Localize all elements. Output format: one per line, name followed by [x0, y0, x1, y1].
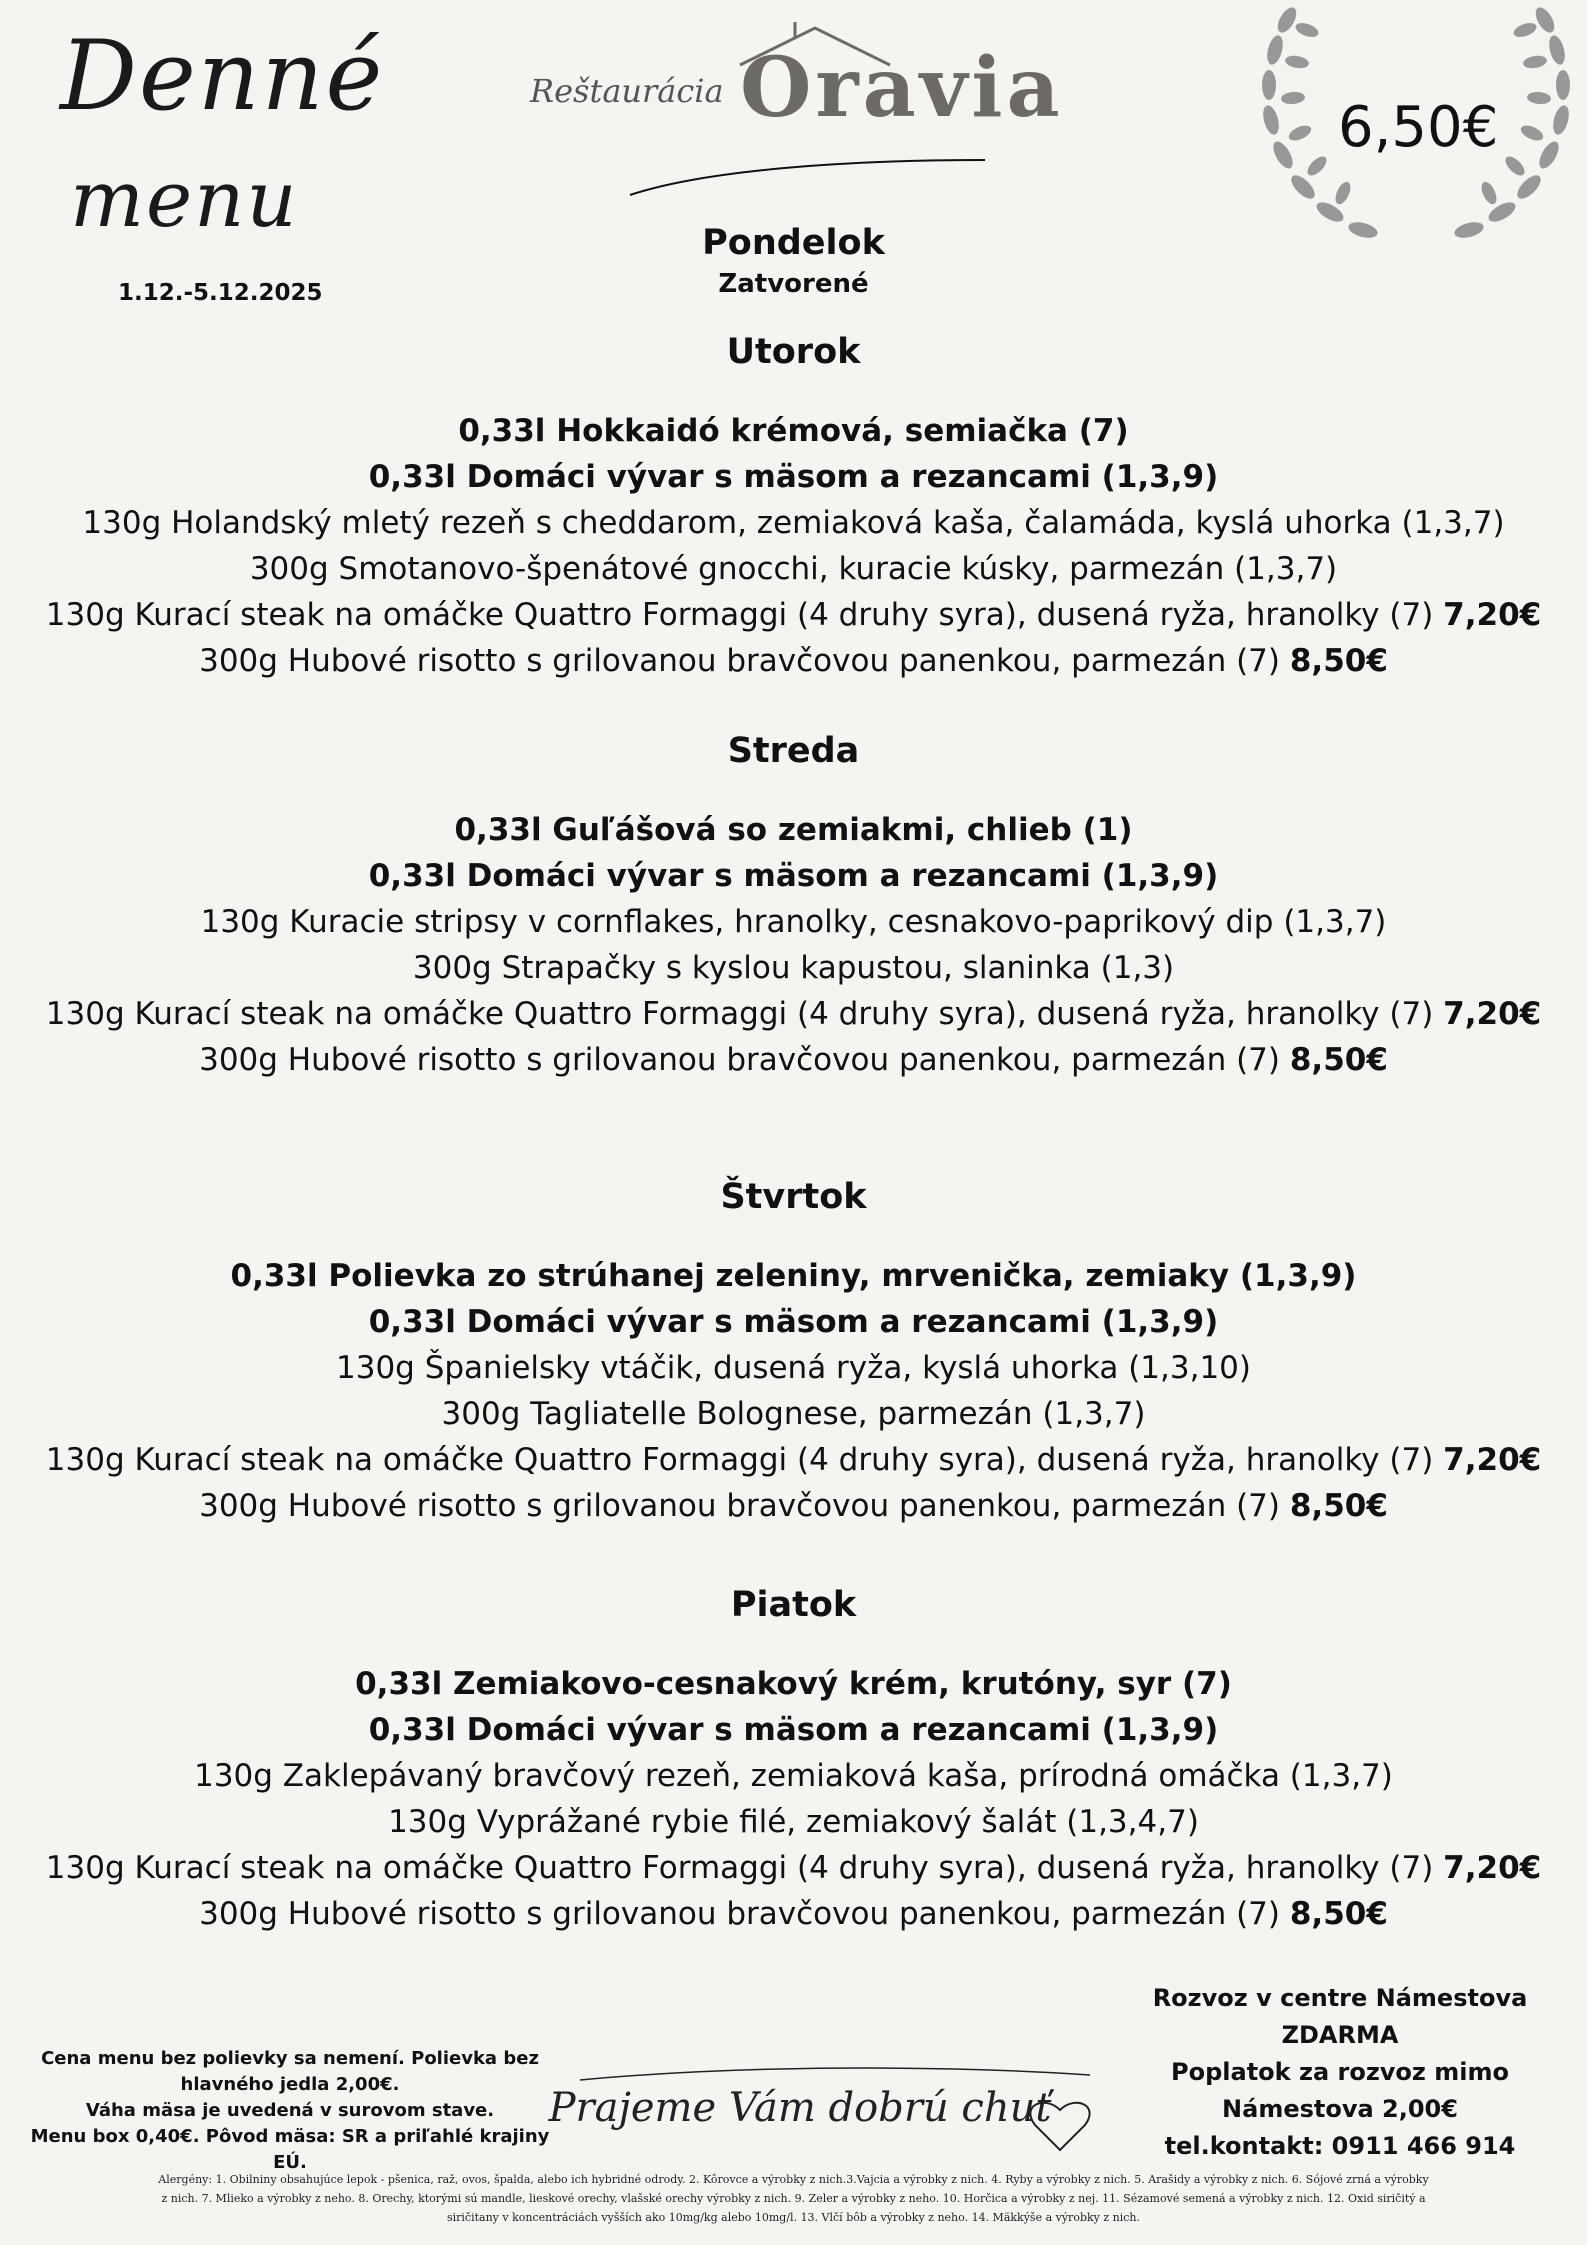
main-item: [0, 1891, 1587, 1937]
main-item-text: 130g Kurací steak na omáčke Quattro Formaggi (4 druhy syra), dusená ryža, hranolky (7): [45, 597, 1434, 633]
day-thursday: [0, 1177, 1587, 1529]
main-item: [0, 899, 1587, 945]
main-item: [0, 592, 1587, 638]
delivery-phone: tel.kontakt: 0911 466 914: [1164, 2132, 1516, 2160]
soup-item: 0,33l Zemiakovo-cesnakový krém, krutóny, syr (7): [355, 1666, 1232, 1702]
signoff: [540, 2060, 1130, 2170]
delivery-line: ZDARMA: [1281, 2021, 1399, 2049]
main-item-text: 300g Strapačky s kyslou kapustou, slaninka (1,3): [412, 950, 1175, 986]
main-item-text: 300g Tagliatelle Bolognese, parmezán (1,3,7): [441, 1396, 1146, 1432]
delivery-info: [1120, 1980, 1560, 2165]
soup-item: 0,33l Domáci vývar s mäsom a rezancami (1,3,9): [368, 459, 1219, 495]
main-item-text: 130g Kurací steak na omáčke Quattro Formaggi (4 druhy syra), dusená ryža, hranolky (7): [45, 996, 1434, 1032]
item-price: 8,50€: [1289, 1042, 1388, 1078]
main-item-text: 300g Hubové risotto s grilovanou bravčovou panenkou, parmezán (7): [199, 1896, 1280, 1932]
closed-label: Zatvorené: [718, 269, 869, 299]
day-name: Štvrtok: [720, 1177, 867, 1217]
main-item-text: 130g Kuracie stripsy v cornflakes, hranolky, cesnakovo-paprikový dip (1,3,7): [200, 904, 1387, 940]
day-monday: [0, 223, 1587, 299]
menu-notes: [30, 2046, 550, 2176]
main-item: [0, 1799, 1587, 1845]
day-name: Streda: [727, 731, 860, 771]
note-line: Cena menu bez polievky sa nemení. Polievka bez: [41, 2048, 539, 2069]
allergens-line: siričitany v koncentráciách vyšších ako 10mg/kg alebo 10mg/l. 13. Vlčí bôb a výrobky z neho. 14. Mäkkýše a výrobky z nich.: [446, 2211, 1140, 2224]
day-name: Piatok: [730, 1585, 857, 1625]
main-item-text: 300g Hubové risotto s grilovanou bravčovou panenkou, parmezán (7): [199, 1488, 1280, 1524]
title-line1: Denné: [60, 20, 385, 132]
main-item: [0, 991, 1587, 1037]
logo-big-text: Oravia: [740, 40, 1064, 136]
main-item: [0, 1391, 1587, 1437]
allergens-list: [120, 2170, 1467, 2227]
signoff-text: Prajeme Vám dobrú chuť: [548, 2085, 1052, 2131]
allergens-line: z nich. 7. Mlieko a výrobky z neho. 8. Orechy, ktorými sú mandle, lieskové orechy, vlašské orechy výrobky z nich. 9. Zeler a výrobky z neho. 10. Horčica a výrobky z nej. 11. Sézamové semená a výrobky z nich. 12. Oxid siričitý a: [161, 2192, 1426, 2205]
logo-small-text: Reštaurácia: [530, 72, 724, 110]
delivery-line: Námestova 2,00€: [1222, 2095, 1458, 2123]
main-item-text: 130g Holandský mletý rezeň s cheddarom, zemiaková kaša, čalamáda, kyslá uhorka (1,3,7): [82, 505, 1505, 541]
main-item-text: 130g Zaklepávaný bravčový rezeň, zemiaková kaša, prírodná omáčka (1,3,7): [194, 1758, 1393, 1794]
day-friday: [0, 1585, 1587, 1937]
main-item: [0, 1483, 1587, 1529]
item-price: 8,50€: [1289, 643, 1388, 679]
main-item-text: 130g Vyprážané rybie filé, zemiakový šalát (1,3,4,7): [388, 1804, 1199, 1840]
week-range: 1.12.-5.12.2025: [118, 280, 323, 306]
menu-price: 6,50€: [1338, 95, 1499, 160]
title-line2: menu: [70, 155, 299, 245]
main-item-text: 130g Španielsky vtáčik, dusená ryža, kyslá uhorka (1,3,10): [336, 1350, 1251, 1386]
restaurant-logo: [525, 20, 1064, 200]
soup-item: 0,33l Hokkaidó krémová, semiačka (7): [458, 413, 1129, 449]
soup-item: 0,33l Domáci vývar s mäsom a rezancami (1,3,9): [368, 1304, 1219, 1340]
day-name: Utorok: [726, 332, 861, 372]
soup-item: 0,33l Domáci vývar s mäsom a rezancami (1,3,9): [368, 858, 1219, 894]
main-item-text: 130g Kurací steak na omáčke Quattro Formaggi (4 druhy syra), dusená ryža, hranolky (7): [45, 1442, 1434, 1478]
item-price: 8,50€: [1289, 1488, 1388, 1524]
main-item-text: 300g Hubové risotto s grilovanou bravčovou panenkou, parmezán (7): [199, 1042, 1280, 1078]
main-item: [0, 638, 1587, 684]
item-price: 7,20€: [1443, 1442, 1542, 1478]
day-tuesday: [0, 332, 1587, 684]
main-item: [0, 1753, 1587, 1799]
item-price: 7,20€: [1443, 597, 1542, 633]
main-item: [0, 945, 1587, 991]
item-price: 8,50€: [1289, 1896, 1388, 1932]
item-price: 7,20€: [1443, 996, 1542, 1032]
main-item: [0, 1037, 1587, 1083]
main-item: [0, 500, 1587, 546]
main-item-text: 300g Smotanovo-špenátové gnocchi, kuracie kúsky, parmezán (1,3,7): [249, 551, 1338, 587]
day-wednesday: [0, 731, 1587, 1083]
note-line: Váha mäsa je uvedená v surovom stave.: [85, 2100, 495, 2121]
main-item: [0, 1345, 1587, 1391]
item-price: 7,20€: [1443, 1850, 1542, 1886]
note-line: Menu box 0,40€. Pôvod mäsa: SR a priľahlé krajiny EÚ.: [30, 2126, 550, 2173]
day-name: Pondelok: [702, 223, 885, 263]
soup-item: 0,33l Polievka zo strúhanej zeleniny, mrvenička, zemiaky (1,3,9): [230, 1258, 1357, 1294]
soup-item: 0,33l Guľášová so zemiakmi, chlieb (1): [454, 812, 1133, 848]
soup-item: 0,33l Domáci vývar s mäsom a rezancami (1,3,9): [368, 1712, 1219, 1748]
delivery-line: Rozvoz v centre Námestova: [1152, 1984, 1528, 2012]
main-item: [0, 1437, 1587, 1483]
allergens-line: Alergény: 1. Obilniny obsahujúce lepok - pšenica, raž, ovos, špalda, alebo ich hybridné odrody. 2. Kôrovce a výrobky z nich.3.Vajcia a výrobky z nich. 4. Ryby a výrobky z nich. 5. Arašidy a výrobky z nich. 6. Sójové zrná a výrobky: [158, 2173, 1429, 2186]
main-item: [0, 1845, 1587, 1891]
note-line: hlavného jedla 2,00€.: [180, 2074, 400, 2095]
main-item-text: 130g Kurací steak na omáčke Quattro Formaggi (4 druhy syra), dusená ryža, hranolky (7): [45, 1850, 1434, 1886]
main-item-text: 300g Hubové risotto s grilovanou bravčovou panenkou, parmezán (7): [199, 643, 1280, 679]
delivery-line: Poplatok za rozvoz mimo: [1171, 2058, 1509, 2086]
main-item: [0, 546, 1587, 592]
